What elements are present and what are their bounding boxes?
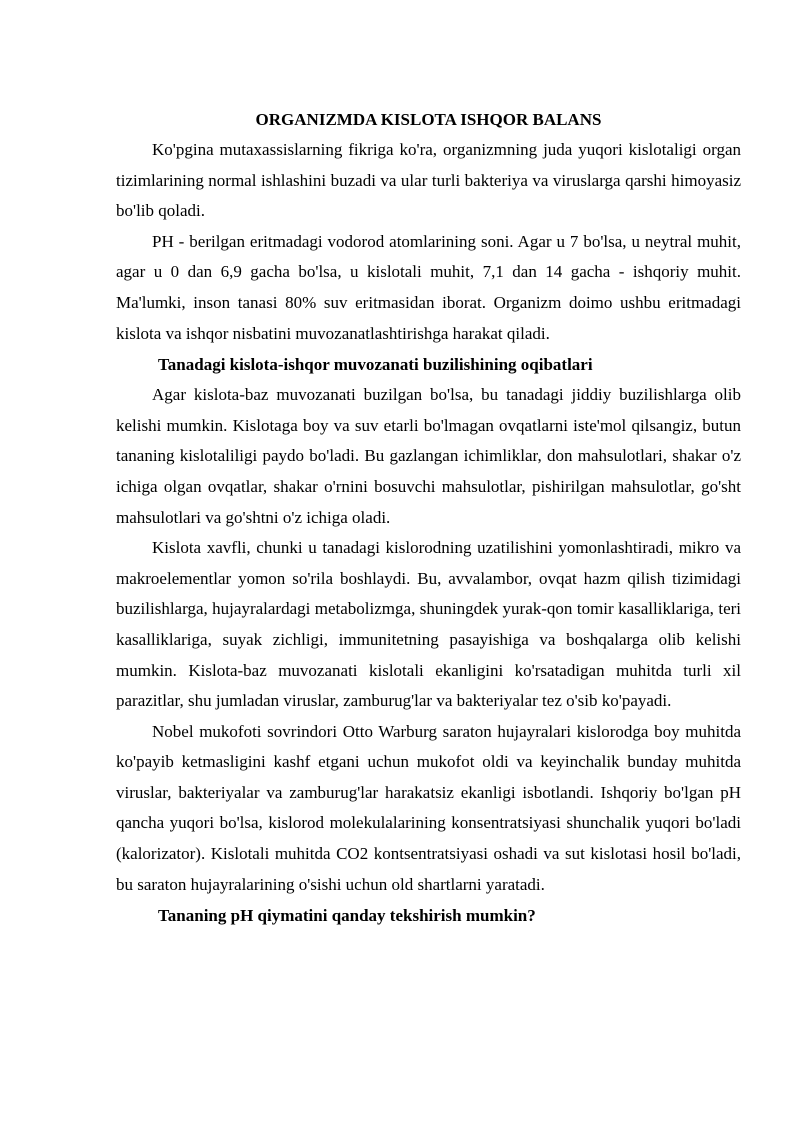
section-heading-ph-check: Tananing pH qiymatini qanday tekshirish mumkin? <box>158 906 536 926</box>
document-page <box>116 105 741 931</box>
document-title: ORGANIZMDA KISLOTA ISHQOR BALANS <box>255 110 602 129</box>
paragraph-2: PH - berilgan eritmadagi vodorod atomlarining soni. Agar u 7 bo'lsa, u neytral muhit, agar u 0 dan 6,9 gacha bo'lsa, u kislotali muhit, 7,1 dan 14 gacha - ishqoriy muhit. Ma'lumki, inson tanasi 80% suv eritmasidan iborat. Organizm doimo ushbu eritmadagi kislota va ishqor nisbatini muvozanatlashtirishga harakat qiladi. <box>116 231 741 343</box>
paragraph-3: Agar kislota-baz muvozanati buzilgan bo'lsa, bu tanadagi jiddiy buzilishlarga olib kelishi mumkin. Kislotaga boy va suv etarli bo'lmagan ovqatlarni iste'mol qilsangiz, butun tananing kislotaliligi paydo bo'ladi. Bu gazlangan ichimliklar, don mahsulotlari, shakar o'z ichiga olgan ovqatlar, shakar o'rnini bosuvchi mahsulotlar, pishirilgan mahsulotlar, go'sht mahsulotlari va go'shtni o'z ichiga oladi. <box>116 385 741 527</box>
section-heading-consequences: Tanadagi kislota-ishqor muvozanati buzilishining oqibatlari <box>158 355 593 375</box>
paragraph-4: Kislota xavfli, chunki u tanadagi kislorodning uzatilishini yomonlashtiradi, mikro va makroelementlar yomon so'rila boshlaydi. Bu, avvalambor, ovqat hazm qilish tizimidagi buzilishlarga, hujayralardagi metabolizmga, shuningdek yurak-qon tomir kasalliklariga, teri kasalliklariga, suyak zichligi, immunitetning pasayishiga va boshqalarga olib kelishi mumkin. Kislota-baz muvozanati kislotali ekanligini ko'rsatadigan muhitda turli xil parazitlar, shu jumladan viruslar, zamburug'lar va bakteriyalar tez o'sib ko'payadi. <box>116 538 741 711</box>
paragraph-5: Nobel mukofoti sovrindori Otto Warburg saraton hujayralari kislorodga boy muhitda ko'payib ketmasligini kashf etgani uchun mukofot oldi va keyinchalik bunday muhitda viruslar, bakteriyalar va zamburug'lar harakatsiz ekanligi isbotlandi. Ishqoriy bo'lgan pH qancha yuqori bo'lsa, kislorod molekulalarining konsentratsiyasi shunchalik yuqori bo'ladi (kalorizator). Kislotali muhitda CO2 kontsentratsiyasi oshadi va sut kislotasi hosil bo'ladi, bu saraton hujayralarining o'sishi uchun old shartlarni yaratadi. <box>116 721 741 894</box>
paragraph-1: Ko'pgina mutaxassislarning fikriga ko'ra, organizmning juda yuqori kislotaligi organ tizimlarining normal ishlashini buzadi va ular turli bakteriya va viruslarga qarshi himoyasiz bo'lib qoladi. <box>116 140 741 221</box>
